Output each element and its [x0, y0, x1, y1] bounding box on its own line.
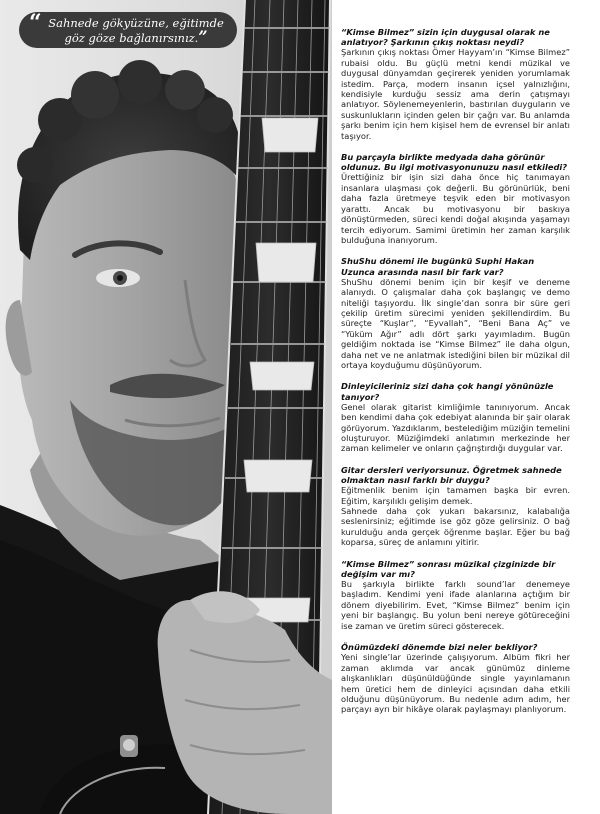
pull-quote-body: Sahnede gökyüzüne, eğitimde göz göze bağlanırsınız.: [48, 16, 224, 45]
interview-answer: Genel olarak gitarist kimliğimle tanınıyorum. Ancak ben kendimi daha çok edebiyat alanında bir şair olarak görüyorum. Yazdıklarım, bestelediğim müziğin temelini oluşturuyor. Müziğimdeki anlatımın merkezinde her zaman kelimeler ve onların çağrıştırdığı duygular var.: [341, 401, 570, 454]
interview-answer: Yeni single’lar üzerinde çalışıyorum. Albüm fikri her zaman aklımda var ancak günümüz dinleme alışkanlıkları düşünüldüğünde single yayınlamanın hem üretici hem de dinleyici açısından daha etkili olduğunu düşünüyorum. Bu nedenle adım adım, her parçayı ayrı bir hikâye olarak paylaşmayı planlıyorum.: [341, 652, 570, 715]
interview-answer: Bu şarkıyla birlikte farklı sound’lar denemeye başladım. Kendimi yeni ifade alanlarına açtığım bir dönem diyebilirim. Evet, “Kimse Bilmez” benim için yeni bir başlangıç. Bu yolun beni nereye götüreceğini ise zaman ve üretim süreci gösterecek.: [341, 579, 570, 631]
interview-question: “Kimse Bilmez” sizin için duygusal olarak ne anlatıyor? Şarkının çıkış noktası neydi?: [341, 27, 550, 48]
qa-block: [341, 381, 570, 453]
qa-block: [341, 256, 570, 370]
interview-question: “Kimse Bilmez” sonrası müzikal çizginizde bir değişim var mı?: [341, 558, 556, 579]
interview-question: Bu parçayla birlikte medyada daha görünür oldunuz. Bu ilgi motivasyonunuzu nasıl etkiledi?: [341, 152, 568, 173]
interview-question: Gitar dersleri veriyorsunuz. Öğretmek sahnede olmaktan nasıl farklı bir duygu?: [341, 464, 562, 486]
qa-block: [341, 465, 570, 548]
interview-answer: Ürettiğiniz bir işin sizi daha önce hiç tanımayan insanlara ulaşması çok değerli. Bu görünürlük, beni daha fazla üretmeye teşvik eden bir motivasyon yarattı. Ancak bu motivasyonu bir baskıya dönüştürmeden, süreci kendi doğal akışında yaşamayı tercih ediyorum. Samimi üretimin her zaman karşılık bulduğuna inanıyorum.: [341, 172, 570, 245]
qa-block: [341, 642, 570, 715]
interview-answer: Sahnede daha çok yukarı bakarsınız, kalabalığa seslenirsiniz; eğitimde ise göz göze gelirsiniz. O bağ kurulduğu anda gerçek öğrenme başlar. Eğer bu bağ koparsa, süreç de anlamını yitirir.: [341, 506, 570, 548]
interview-question: ShuShu dönemi ile bugünkü Suphi Hakan Uzunca arasında nasıl bir fark var?: [341, 256, 535, 277]
interview-answer: Eğitmenlik benim için tamamen başka bir evren. Eğitim, karşılıklı gelişim demek.: [341, 485, 570, 506]
qa-block: [341, 152, 570, 245]
quote-open-mark: “: [29, 10, 42, 36]
qa-block: [341, 27, 570, 141]
quote-close-mark: ”: [198, 27, 208, 46]
interview-question: Önümüzdeki dönemde bizi neler bekliyor?: [341, 642, 538, 653]
interview-question: Dinleyicileriniz sizi daha çok hangi yönünüzle tanıyor?: [341, 381, 554, 402]
interview-answer: ShuShu dönemi benim için bir keşif ve deneme alanıydı. O çalışmalar daha çok başlangıç ve demo niteliği taşıyordu. İlk single’dan sonra bir süre geri çekilip üretim sürecimi yeniden şekillendirdim. Bu süreçte “Kuşlar”, “Eyvallah”, “Beni Bana Aç” ve “Yüküm Ağır” adlı dört şarkı yayımladım. Bugün geldiğim noktada ise “Kimse Bilmez” ile daha olgun, daha net ve ne anlatmak istediğini bilen bir müzikal dil ortaya koyduğumu düşünüyorum.: [341, 276, 570, 370]
interview-answer: Şarkının çıkış noktası Ömer Hayyam’ın “Kimse Bilmez” rubaisi oldu. Bu güçlü metni kendi müzikal ve duygusal dünyamdan geçirerek yeniden yorumlamak istedim. Parça, modern insanın içsel yalnızlığını, kendisiyle kurduğu sessiz ama derin çatışmayı anlatıyor. Söylenemeyenlerin, bastırılan duyguların ve suskunlukların içinden gelen bir çağrı var. Bu anlamda şarkı benim için hem kişisel hem de evrensel bir anlatı taşıyor.: [341, 47, 570, 141]
pull-quote: [19, 12, 237, 48]
pull-quote-text: [45, 16, 227, 45]
interview-column: [341, 27, 570, 807]
qa-block: [341, 559, 570, 631]
